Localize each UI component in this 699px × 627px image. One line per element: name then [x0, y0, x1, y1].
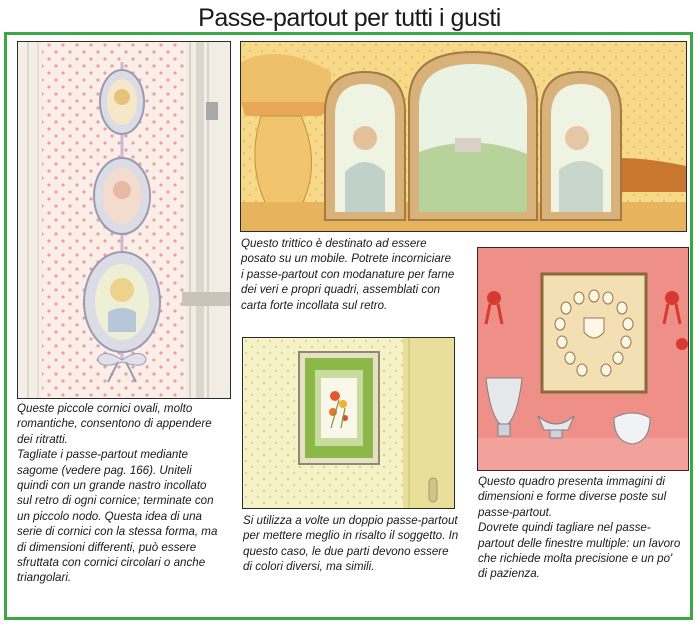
caption-line: partout delle finestre multiple: un lavoro	[478, 536, 681, 550]
illustration-double-mat	[242, 337, 455, 509]
caption-line: dei ritratti.	[17, 432, 68, 446]
caption-line: un piccolo nodo. Questa idea di una	[17, 509, 202, 523]
caption-line: Tagliate i passe-partout mediante	[17, 448, 189, 462]
caption-line: posato su un mobile. Potrete incorniciare	[241, 252, 452, 266]
caption-multi-window	[478, 474, 680, 582]
caption-line: Dovrete quindi tagliare nel passe-	[478, 521, 651, 535]
caption-line: sul retro di ogni cornice; terminate con	[17, 494, 214, 508]
caption-line: i passe-partout con modanature per farne	[241, 267, 455, 281]
caption-line: di pazienza.	[478, 567, 540, 581]
caption-line: Si utilizza a volte un doppio passe-partout	[243, 514, 458, 527]
caption-line: per mettere meglio in risalto il soggetto. In	[243, 529, 459, 543]
caption-line: che richiede molta precisione e un po'	[478, 552, 673, 566]
page-title: Passe-partout per tutti i gusti	[198, 4, 501, 32]
caption-line: quindi con un grande nastro incollato	[17, 479, 207, 493]
caption-line: dimensioni e forme diverse poste sul	[478, 490, 667, 504]
caption-line: Queste piccole cornici ovali, molto	[17, 402, 193, 415]
caption-line: triangolari.	[17, 571, 72, 585]
illustration-oval-frames	[17, 41, 231, 399]
caption-line: sfruttata con cornici circolari o anche	[17, 556, 206, 570]
caption-line: Questo quadro presenta immagini di	[478, 475, 665, 488]
caption-triptych	[241, 236, 454, 313]
caption-line: serie di cornici con la stessa forma, ma	[17, 525, 218, 539]
shield-icon	[584, 318, 604, 338]
caption-line: carta forte incollata sul retro.	[241, 298, 388, 312]
caption-line: dei veri e propri quadri, assemblati con	[241, 283, 441, 297]
illustration-multi-window	[477, 247, 689, 471]
caption-double-mat	[243, 513, 458, 575]
caption-line: di colori diversi, ma simili.	[243, 560, 375, 574]
caption-line: romantiche, consentono di appendere	[17, 417, 212, 431]
caption-oval-frames	[17, 401, 217, 586]
caption-line: questo caso, le due parti devono essere	[243, 544, 449, 558]
caption-line: passe-partout.	[478, 505, 553, 519]
caption-line: sagome (vedere pag. 166). Uniteli	[17, 463, 192, 477]
illustration-triptych	[240, 41, 687, 232]
caption-line: di dimensioni differenti, può essere	[17, 540, 197, 554]
caption-line: Questo trittico è destinato ad essere	[241, 237, 427, 250]
